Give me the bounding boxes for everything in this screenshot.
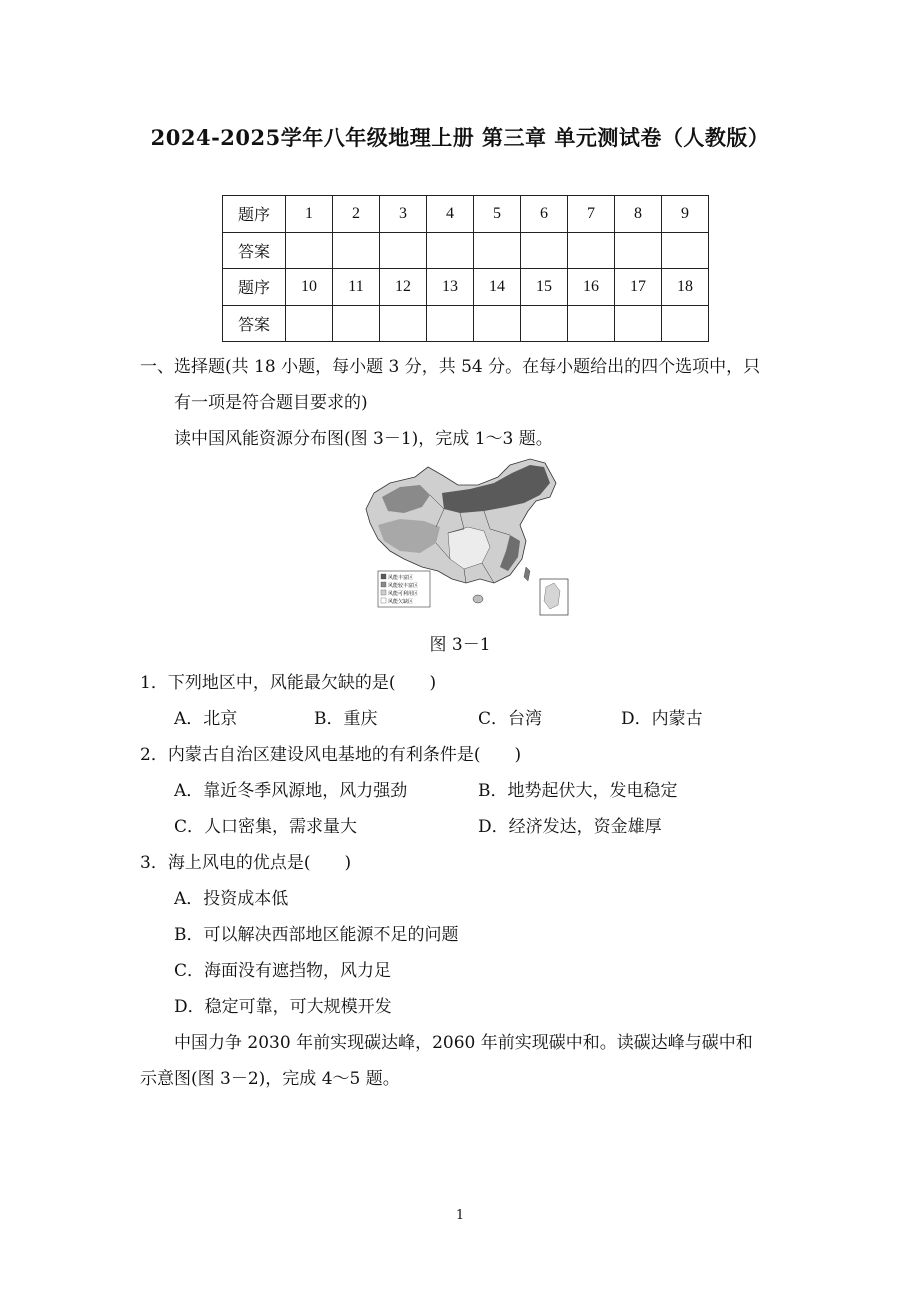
answer-cell[interactable] [615,232,662,269]
answer-table [222,195,709,342]
table-row [223,232,709,269]
question-number-cell: 8 [615,196,662,233]
answer-cell[interactable] [662,305,709,342]
table-row-label: 答案 [223,232,286,269]
question-2-stem: 2．内蒙古自治区建设风电基地的有利条件是( ) [140,745,522,765]
answer-cell[interactable] [474,232,521,269]
answer-cell[interactable] [333,232,380,269]
question-3-stem: 3．海上风电的优点是( ) [140,853,352,873]
section-intro: 读中国风能资源分布图(图 3－1)，完成 1～3 题。 [174,429,553,449]
question-number-cell: 18 [662,269,709,306]
legend-swatch-available [381,590,386,595]
question-number-cell: 9 [662,196,709,233]
question-2-option-a[interactable]: A．靠近冬季风源地，风力强劲 [174,781,408,801]
answer-cell[interactable] [521,232,568,269]
question-1-option-b[interactable]: B．重庆 [314,709,378,729]
answer-cell[interactable] [521,305,568,342]
section-heading: 一、选择题(共 18 小题，每小题 3 分，共 54 分。在每小题给出的四个选项中，只 [140,357,761,377]
question-1-option-d[interactable]: D．内蒙古 [621,709,703,729]
answer-cell[interactable] [662,232,709,269]
question-number-cell: 13 [427,269,474,306]
table-row-label: 答案 [223,305,286,342]
answer-cell[interactable] [427,232,474,269]
table-row [223,269,709,306]
question-number-cell: 17 [615,269,662,306]
legend-label: 风能丰富区 [388,575,414,581]
question-3-option-c[interactable]: C．海面没有遮挡物，风力足 [174,961,392,981]
table-row [223,305,709,342]
legend-swatch-fairly-rich [381,582,386,587]
question-number-cell: 15 [521,269,568,306]
page-title: 2024-2025学年八年级地理上册 第三章 单元测试卷（人教版） [150,125,770,150]
answer-cell[interactable] [333,305,380,342]
answer-cell[interactable] [568,305,615,342]
hainan-island [473,595,483,603]
answer-cell[interactable] [474,305,521,342]
answer-cell[interactable] [286,232,333,269]
answer-cell[interactable] [615,305,662,342]
page-number: 1 [455,1208,465,1223]
question-number-cell: 11 [333,269,380,306]
question-number-cell: 1 [286,196,333,233]
question-2-option-c[interactable]: C．人口密集，需求量大 [174,817,358,837]
table-row-label: 题序 [223,269,286,306]
question-number-cell: 3 [380,196,427,233]
question-number-cell: 16 [568,269,615,306]
question-number-cell: 6 [521,196,568,233]
answer-cell[interactable] [286,305,333,342]
question-1-option-a[interactable]: A．北京 [174,709,238,729]
question-number-cell: 5 [474,196,521,233]
question-number-cell: 7 [568,196,615,233]
section-intro-2: 中国力争 2030 年前实现碳达峰，2060 年前实现碳中和。读碳达峰与碳中和 [174,1033,753,1053]
map-legend [378,571,430,607]
question-number-cell: 2 [333,196,380,233]
question-number-cell: 10 [286,269,333,306]
answer-cell[interactable] [380,305,427,342]
table-row [223,196,709,233]
question-3-option-b[interactable]: B．可以解决西部地区能源不足的问题 [174,925,459,945]
question-3-option-a[interactable]: A．投资成本低 [174,889,289,909]
figure-caption: 图 3－1 [429,635,491,655]
legend-swatch-lacking [381,598,386,603]
section-intro-2-cont: 示意图(图 3－2)，完成 4～5 题。 [140,1069,400,1089]
answer-cell[interactable] [427,305,474,342]
question-1-option-c[interactable]: C．台湾 [478,709,543,729]
legend-swatch-rich [381,574,386,579]
legend-label: 风能较丰富区 [388,583,419,589]
question-number-cell: 12 [380,269,427,306]
section-heading-cont: 有一项是符合题目要求的) [174,393,368,413]
question-3-option-d[interactable]: D．稳定可靠，可大规模开发 [174,997,392,1017]
legend-label: 风能可利用区 [388,591,419,597]
question-number-cell: 4 [427,196,474,233]
china-wind-map [360,455,575,620]
question-2-option-d[interactable]: D．经济发达，资金雄厚 [478,817,662,837]
answer-cell[interactable] [568,232,615,269]
table-row-label: 题序 [223,196,286,233]
question-number-cell: 14 [474,269,521,306]
answer-cell[interactable] [380,232,427,269]
question-2-option-b[interactable]: B．地势起伏大，发电稳定 [478,781,678,801]
question-1-stem: 1．下列地区中，风能最欠缺的是( ) [140,673,437,693]
legend-label: 风能欠缺区 [388,599,414,605]
